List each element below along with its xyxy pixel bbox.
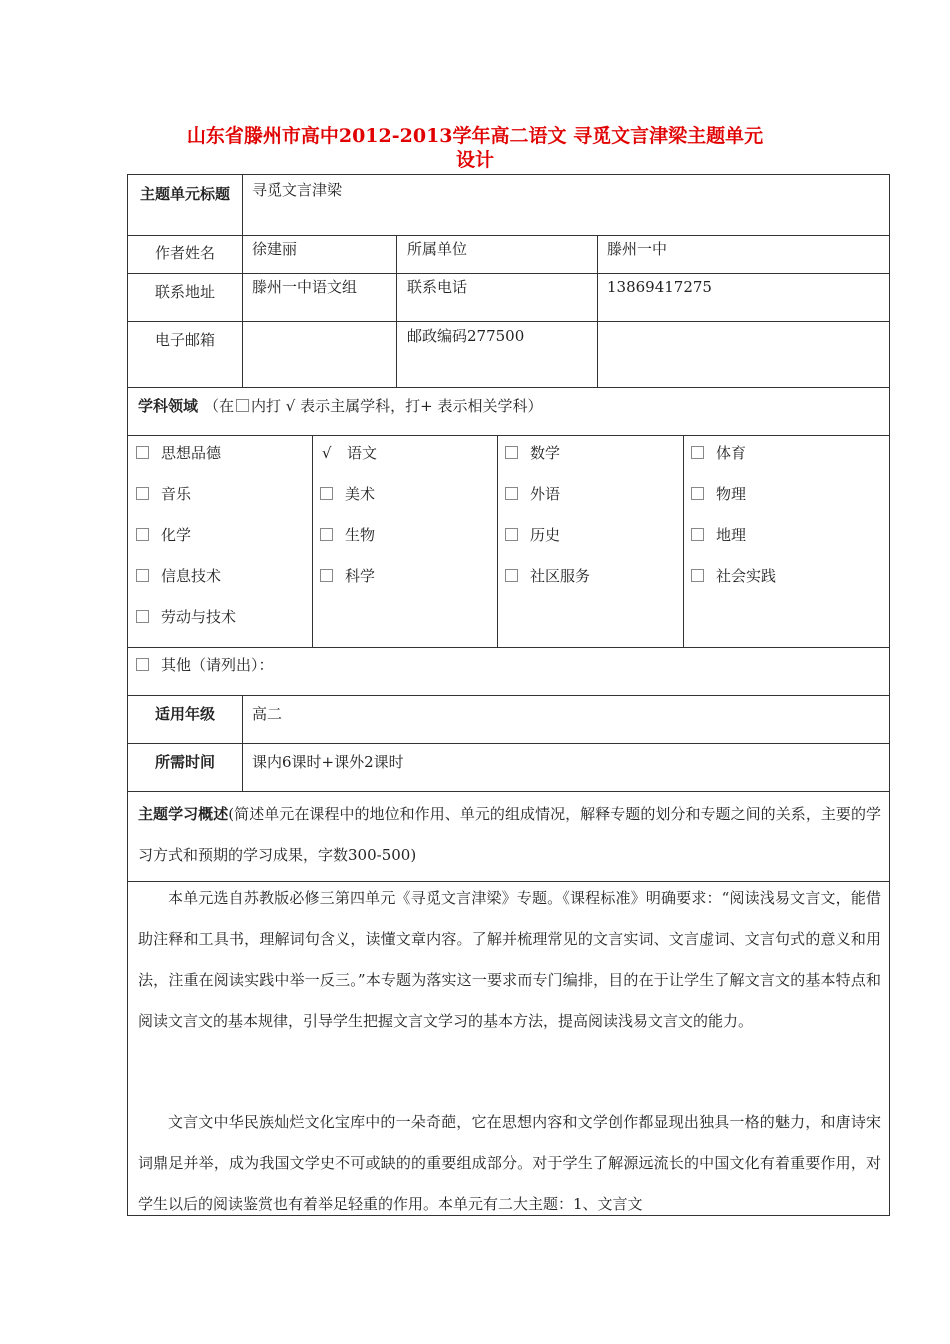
subject-option[interactable]	[505, 442, 560, 464]
subject-option[interactable]	[320, 524, 375, 546]
overview-label: 主题学习概述	[138, 805, 229, 823]
checkbox-icon[interactable]	[136, 569, 149, 582]
doc-title-line1: 山东省滕州市高中2012-2013学年高二语文 寻觅文言津梁主题单元	[186, 125, 764, 147]
subject-option[interactable]	[691, 442, 746, 464]
checkbox-icon[interactable]	[136, 446, 149, 459]
author-label: 作者姓名	[154, 244, 215, 262]
checkbox-sample-icon	[236, 399, 249, 412]
subject-header-pre: （在	[204, 397, 235, 415]
time-label: 所需时间	[154, 753, 215, 771]
checkbox-icon[interactable]	[505, 487, 518, 500]
subject-option[interactable]	[136, 606, 236, 628]
subject-option[interactable]	[505, 565, 590, 587]
address-label: 联系地址	[154, 283, 215, 301]
subject-option[interactable]	[505, 483, 560, 505]
checkbox-icon[interactable]	[320, 569, 333, 582]
checkbox-icon[interactable]	[691, 569, 704, 582]
subject-option[interactable]	[320, 442, 377, 464]
subject-option[interactable]	[505, 524, 560, 546]
grade-label: 适用年级	[154, 705, 215, 723]
subject-option-label: 历史	[530, 526, 561, 544]
subject-option[interactable]	[136, 524, 191, 546]
subject-option-label: 社会实践	[716, 567, 777, 585]
subject-option[interactable]	[136, 442, 221, 464]
phone-label: 联系电话	[407, 278, 468, 296]
subject-header	[138, 395, 542, 417]
checkbox-icon[interactable]	[505, 569, 518, 582]
subject-option-label: 科学	[345, 567, 376, 585]
subject-header-post: 内打 √ 表示主属学科，打+ 表示相关学科）	[251, 397, 543, 415]
grade-value: 高二	[252, 705, 283, 723]
subject-option[interactable]	[136, 483, 191, 505]
subject-option-label: 物理	[716, 485, 747, 503]
checkbox-icon[interactable]	[505, 446, 518, 459]
design-table	[127, 174, 890, 1216]
checkbox-icon[interactable]	[691, 446, 704, 459]
author-value: 徐建丽	[252, 240, 298, 258]
subject-option-label: 化学	[161, 526, 192, 544]
phone-value: 13869417275	[607, 278, 712, 296]
subject-option-label: 外语	[530, 485, 561, 503]
postcode-text: 邮政编码277500	[407, 327, 525, 345]
subject-option-label: 信息技术	[161, 567, 222, 585]
overview-header	[138, 794, 881, 876]
address-value: 滕州一中语文组	[252, 278, 358, 296]
subject-option-label: 社区服务	[530, 567, 591, 585]
time-value: 课内6课时+课外2课时	[252, 753, 404, 771]
subject-option-label: 数学	[530, 444, 561, 462]
subject-option[interactable]	[691, 565, 776, 587]
subject-option[interactable]	[691, 524, 746, 546]
subject-option-label: 生物	[345, 526, 376, 544]
check-mark-icon[interactable]: √	[322, 444, 332, 462]
unit-value: 滕州一中	[607, 240, 668, 258]
topic-value: 寻觅文言津梁	[252, 181, 343, 199]
checkbox-icon[interactable]	[136, 528, 149, 541]
subject-other-label: 其他（请列出）：	[161, 656, 274, 674]
subject-option-label: 音乐	[161, 485, 192, 503]
checkbox-other[interactable]	[136, 658, 149, 671]
subject-option[interactable]	[320, 483, 375, 505]
subject-option[interactable]	[691, 483, 746, 505]
subject-option-label: 劳动与技术	[161, 608, 237, 626]
subject-option-label: 思想品德	[161, 444, 222, 462]
checkbox-icon[interactable]	[320, 528, 333, 541]
checkbox-icon[interactable]	[505, 528, 518, 541]
unit-label: 所属单位	[407, 240, 468, 258]
checkbox-icon[interactable]	[136, 487, 149, 500]
subject-option-label: 地理	[716, 526, 747, 544]
checkbox-icon[interactable]	[691, 528, 704, 541]
topic-label: 主题单元标题	[140, 185, 231, 203]
checkbox-icon[interactable]	[691, 487, 704, 500]
email-label: 电子邮箱	[154, 331, 215, 349]
overview-hint: (简述单元在课程中的地位和作用、单元的组成情况，解释专题的划分和专题之间的关系，主要的学习方式和预期的学习成果，字数300-500)	[138, 805, 881, 864]
doc-title-line2: 设计	[455, 149, 494, 171]
overview-paragraph-1: 本单元选自苏教版必修三第四单元《寻觅文言津梁》专题。《课程标准》明确要求：“阅读浅易文言文，能借助注释和工具书，理解词句含义，读懂文章内容。了解并梳理常见的文言实词、文言虚词、文言句式的意义和用法，注重在阅读实践中举一反三。”本专题为落实这一要求而专门编排，目的在于让学生了解文言文的基本特点和阅读文言文的基本规律，引导学生把握文言文学习的基本方法，提高阅读浅易文言文的能力。	[138, 889, 881, 1030]
subject-option-label: 体育	[716, 444, 747, 462]
checkbox-icon[interactable]	[136, 610, 149, 623]
overview-paragraph-2: 文言文中华民族灿烂文化宝库中的一朵奇葩，它在思想内容和文学创作都显现出独具一格的魅力，和唐诗宋词鼎足并举，成为我国文学史不可或缺的的重要组成部分。对于学生了解源远流长的中国文化有着重要作用，对学生以后的阅读鉴赏也有着举足轻重的作用。本单元有二大主题：1、文言文	[138, 1113, 881, 1213]
subject-option-label: 美术	[345, 485, 376, 503]
subject-header-title: 学科领域	[138, 397, 199, 415]
subject-option[interactable]	[136, 565, 221, 587]
subject-other	[136, 654, 274, 676]
checkbox-icon[interactable]	[320, 487, 333, 500]
subject-option[interactable]	[320, 565, 375, 587]
subject-option-label: 语文	[347, 444, 378, 462]
